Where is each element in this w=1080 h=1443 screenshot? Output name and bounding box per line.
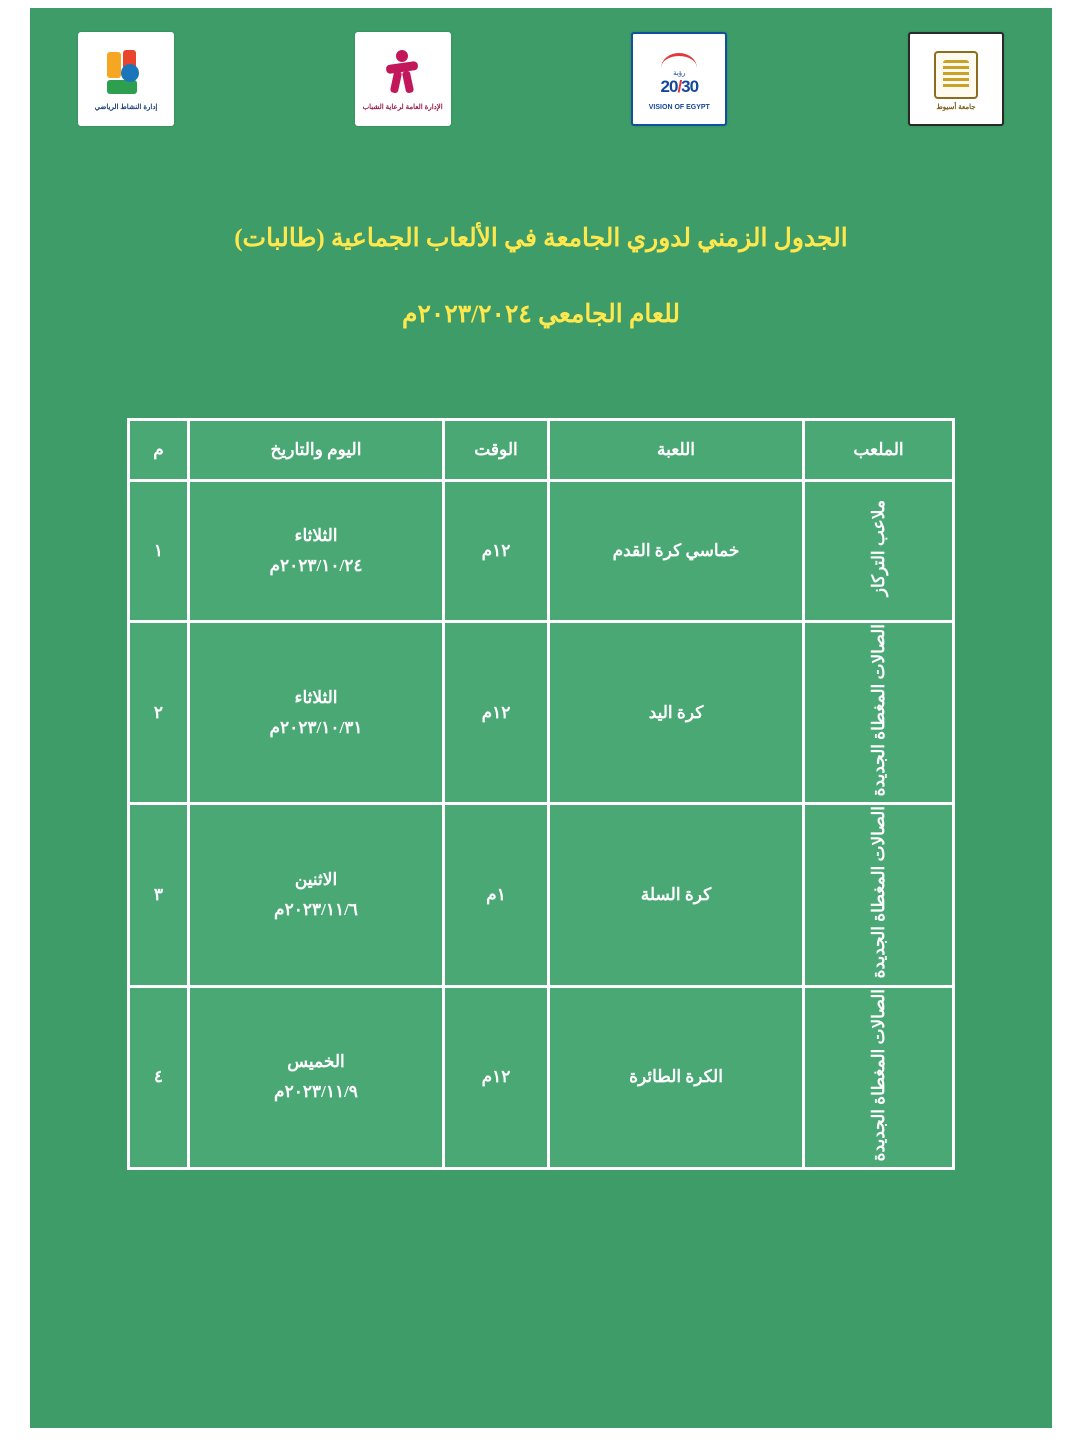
cell-game: كرة السلة	[549, 804, 804, 986]
schedule-table	[127, 418, 955, 1170]
table-header-row	[129, 420, 954, 481]
cell-date	[189, 481, 444, 622]
table-row	[129, 804, 954, 986]
cell-date	[189, 986, 444, 1168]
column-header-venue: الملعب	[804, 420, 954, 481]
table-row	[129, 481, 954, 622]
cell-time: ١٢م	[444, 986, 549, 1168]
title-line-1: الجدول الزمني لدوري الجامعة في الألعاب الجماعية (طالبات)	[234, 225, 848, 252]
cell-date	[189, 622, 444, 804]
logo-caption: إدارة النشاط الرياضي	[94, 104, 158, 112]
date-value: ٢٠٢٣/١٠/٢٤م	[269, 556, 363, 575]
column-header-date: اليوم والتاريخ	[189, 420, 444, 481]
column-header-index: م	[129, 420, 189, 481]
vision-year: 20/30	[660, 77, 699, 97]
date-day: الاثنين	[294, 870, 338, 890]
vision-year-second: 30	[681, 77, 699, 97]
vision-year-first: 20	[660, 77, 678, 97]
cell-index: ٤	[129, 986, 189, 1168]
table-head	[129, 420, 954, 481]
poster-sheet	[30, 8, 1052, 1428]
logo-caption: VISION OF EGYPT	[648, 104, 710, 112]
table-body	[129, 481, 954, 1169]
venue-label: ملاعب التركاز	[868, 500, 888, 597]
cell-time: ١٢م	[444, 481, 549, 622]
table-row	[129, 986, 954, 1168]
cell-time: ١م	[444, 804, 549, 986]
venue-label: الصالات المغطاة الجديدة	[868, 806, 888, 979]
column-header-time: الوقت	[444, 420, 549, 481]
cell-venue	[804, 804, 954, 986]
cell-index: ١	[129, 481, 189, 622]
vision-of-egypt-2030-logo	[631, 32, 727, 126]
venue-label: الصالات المغطاة الجديدة	[868, 988, 888, 1162]
cell-index: ٢	[129, 622, 189, 804]
column-header-game: اللعبة	[549, 420, 804, 481]
logo-graphic	[934, 46, 978, 104]
date-value: ٢٠٢٣/١١/٩م	[274, 1082, 358, 1102]
assiut-university-logo	[908, 32, 1004, 126]
cell-date	[189, 804, 444, 986]
cell-venue	[804, 986, 954, 1168]
venue-label: الصالات المغطاة الجديدة	[868, 624, 888, 797]
date-value: ٢٠٢٣/١٠/٣١م	[269, 717, 363, 737]
sports-activity-admin-logo	[78, 32, 174, 126]
logo-caption: الإدارة العامة لرعاية الشباب	[362, 104, 443, 112]
cell-game: الكرة الطائرة	[549, 986, 804, 1168]
logo-caption: جامعة أسيوط	[936, 104, 976, 112]
cell-game: كرة اليد	[549, 622, 804, 804]
cell-game: خماسي كرة القدم	[549, 481, 804, 622]
date-day: الخميس	[287, 1052, 345, 1072]
cell-index: ٣	[129, 804, 189, 986]
logo-graphic	[380, 46, 426, 104]
table-row	[129, 622, 954, 804]
vision-arabic-label: رؤية	[673, 70, 686, 78]
schedule-table-wrapper	[155, 418, 955, 1170]
cell-time: ١٢م	[444, 622, 549, 804]
logo-graphic	[661, 46, 699, 104]
title-line-2: للعام الجامعي ٢٠٢٣/٢٠٢٤م	[401, 301, 681, 328]
date-day: الثلاثاء	[294, 526, 338, 545]
logo-bar	[30, 32, 1052, 132]
cell-venue	[804, 481, 954, 622]
date-day: الثلاثاء	[294, 687, 338, 707]
logo-graphic	[103, 46, 149, 104]
date-value: ٢٠٢٣/١١/٦م	[274, 900, 358, 920]
youth-care-admin-logo	[355, 32, 451, 126]
poster-title	[30, 223, 1052, 329]
cell-venue	[804, 622, 954, 804]
logo-arc	[661, 53, 697, 68]
